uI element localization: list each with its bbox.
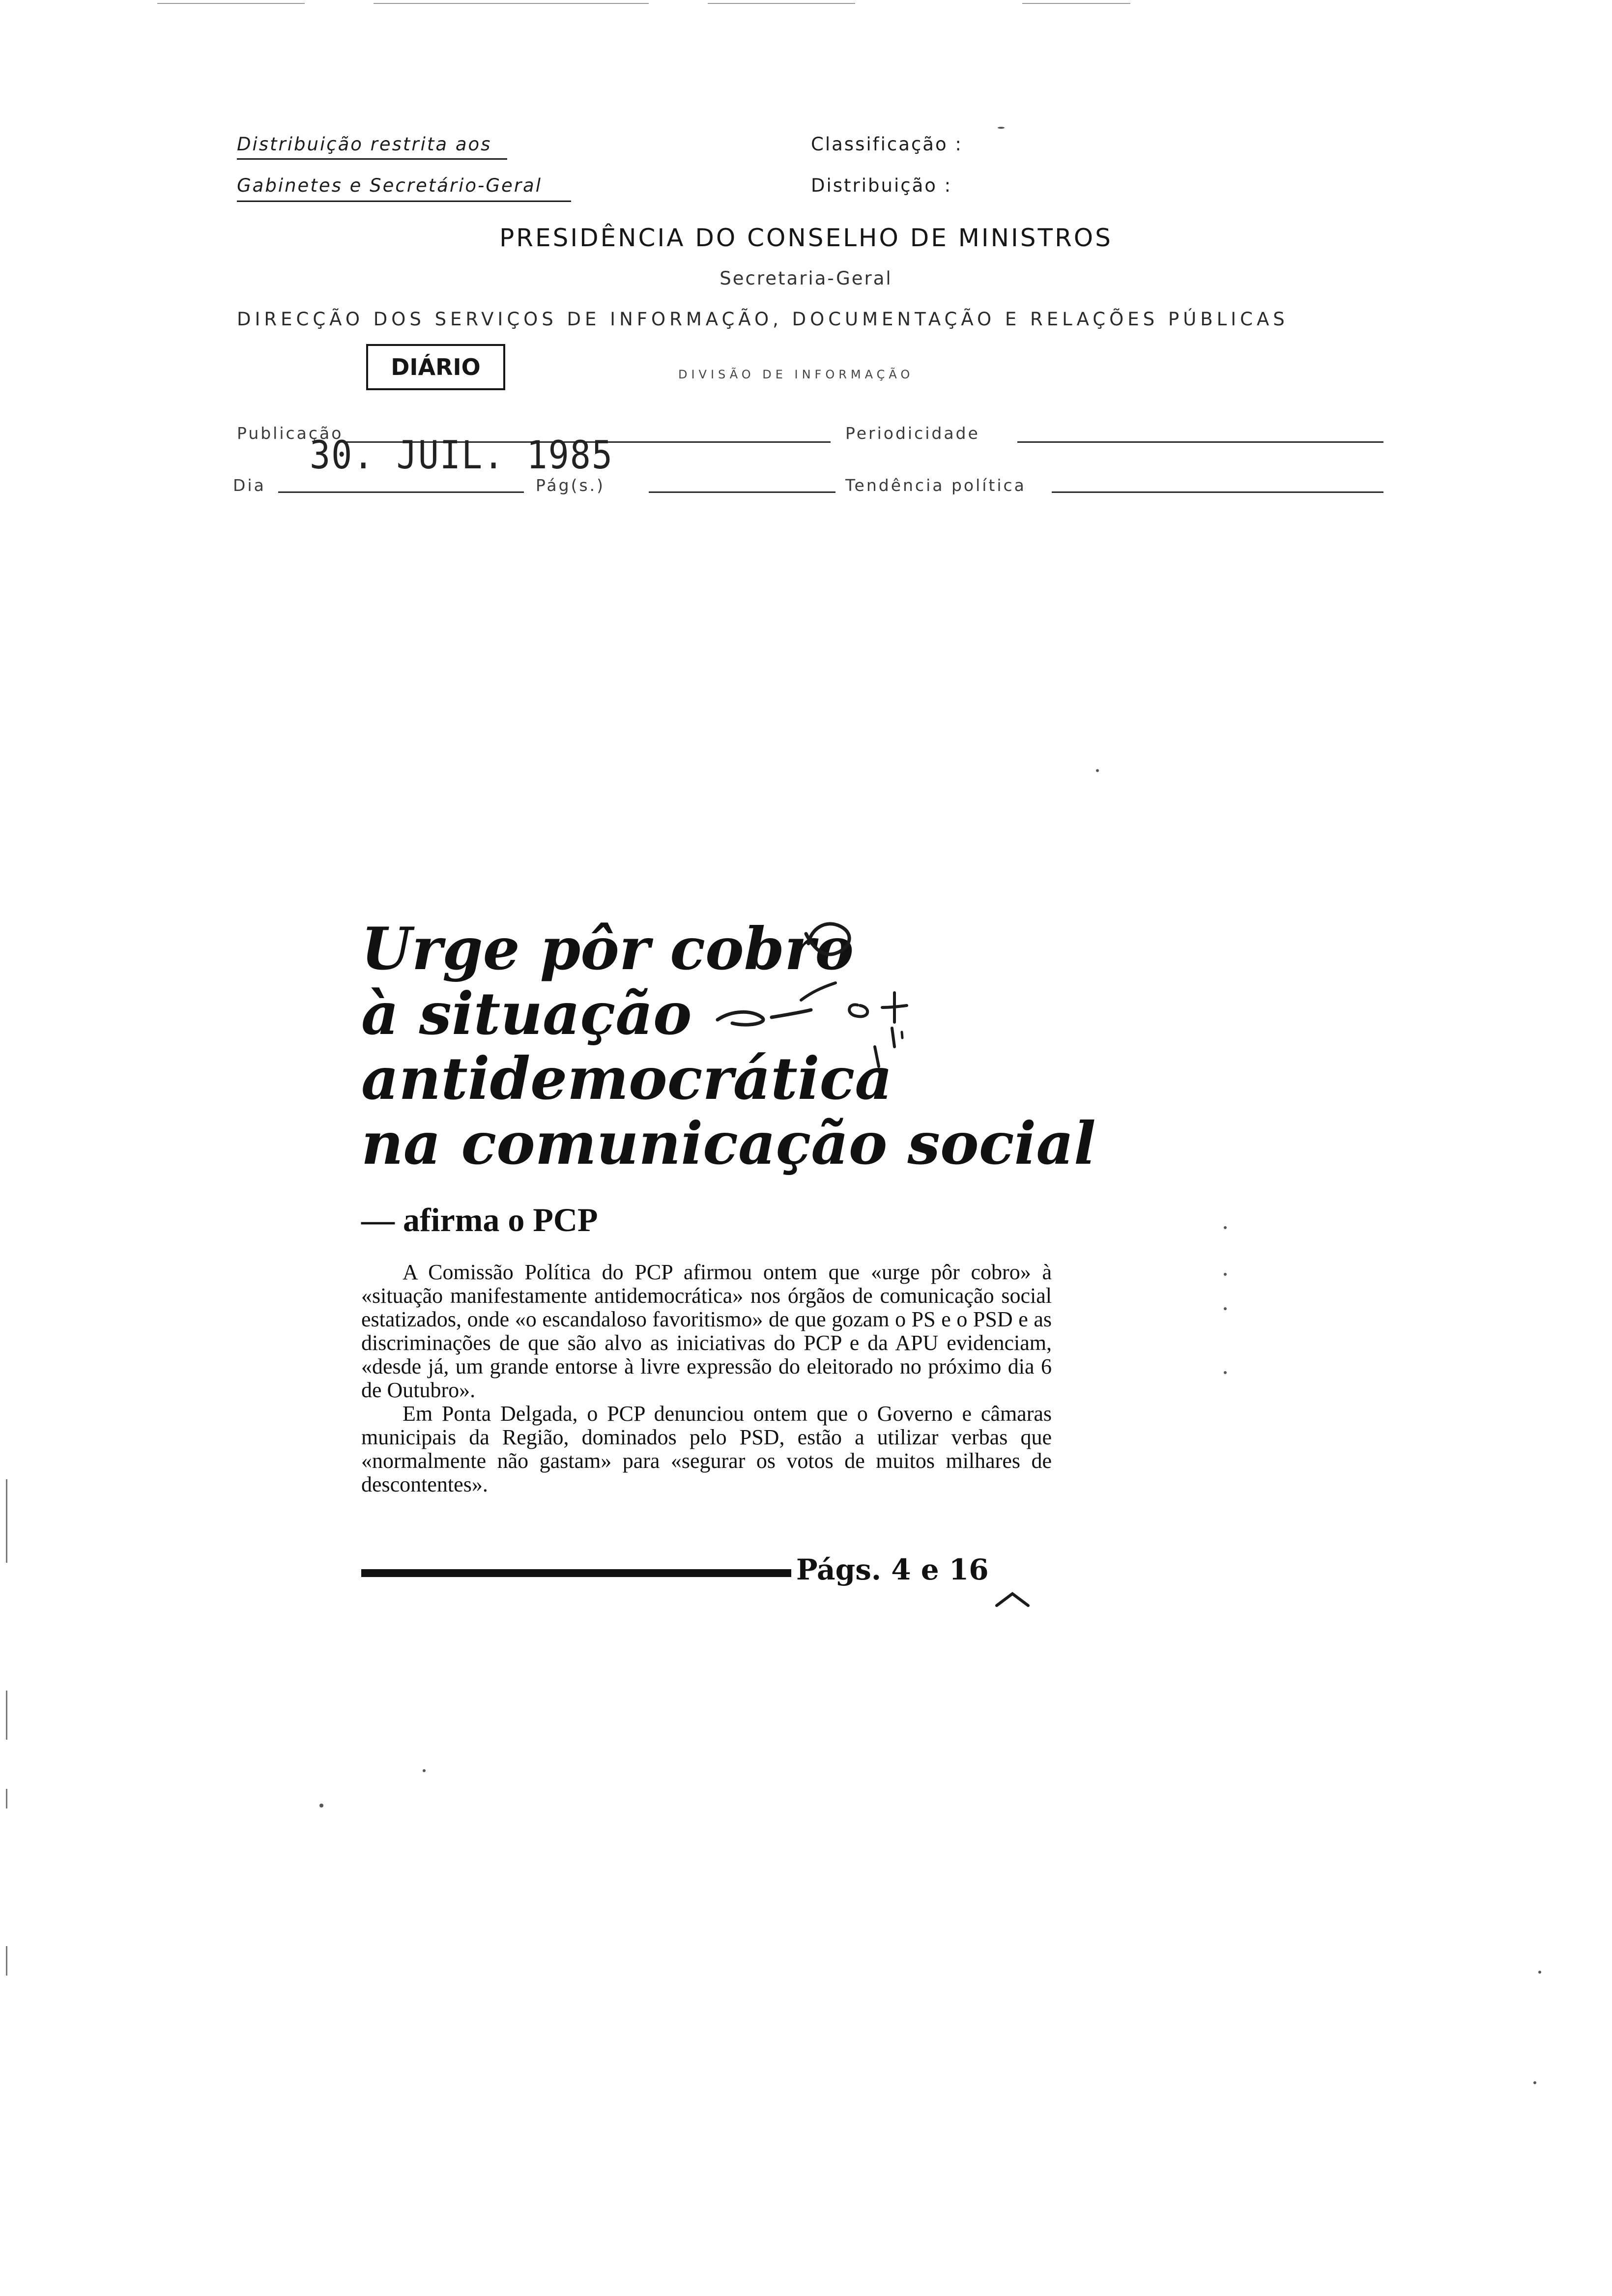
margin-mark: [6, 1691, 7, 1740]
classificacao-label: Classificação :: [811, 134, 963, 155]
scan-speck: [1224, 1307, 1227, 1310]
scan-artifact-line: [374, 3, 649, 4]
pages-reference-rule: [361, 1569, 791, 1577]
scan-speck: [1224, 1273, 1227, 1276]
secretaria-subtitle: Secretaria-Geral: [720, 268, 892, 289]
publicacao-label: Publicação: [237, 424, 344, 443]
tendencia-rule: [1052, 491, 1383, 493]
handwritten-caret: [993, 1590, 1032, 1609]
article-body: [361, 1261, 1052, 1496]
scan-speck: [1533, 2081, 1536, 2084]
margin-mark: [6, 1479, 7, 1563]
distribuicao-label: Distribuição :: [811, 175, 952, 196]
presidencia-title: PRESIDÊNCIA DO CONSELHO DE MINISTROS: [499, 224, 1113, 252]
direccao-line: DIRECÇÃO DOS SERVIÇOS DE INFORMAÇÃO, DOCUMENTAÇÃO E RELAÇÕES PÚBLICAS: [237, 309, 1289, 330]
tendencia-label: Tendência política: [845, 476, 1026, 495]
dia-label: Dia: [233, 476, 266, 495]
article-paragraph-2: Em Ponta Delgada, o PCP denunciou ontem que o Governo e câmaras municipais da Região, dominados pelo PSD, estão a utilizar verbas que «normalmente não gastam» para «segurar os votos de muitos milhares de descontentes».: [361, 1402, 1052, 1496]
margin-mark: [6, 1946, 7, 1976]
dia-rule: [278, 491, 524, 493]
article-byline: — afirma o PCP: [361, 1201, 598, 1238]
pags-rule: [649, 491, 835, 493]
headline-line-3: antidemocrática: [361, 1044, 892, 1113]
restricted-line1-rule: [237, 158, 507, 160]
pages-reference: Págs. 4 e 16: [796, 1553, 989, 1586]
scan-artifact-line: [708, 3, 855, 4]
scan-speck: [319, 1804, 323, 1808]
publication-name-box: DIÁRIO: [366, 344, 505, 390]
periodicidade-label: Periodicidade: [845, 424, 980, 443]
divisao-line: DIVISÃO DE INFORMAÇÃO: [678, 368, 914, 381]
scan-speck: [1224, 1226, 1227, 1229]
margin-mark: [6, 1789, 7, 1808]
restricted-distribution-line2: Gabinetes e Secretário-Geral: [237, 175, 542, 196]
periodicidade-rule: [1017, 441, 1383, 443]
date-stamp: 30. JUIL. 1985: [310, 432, 614, 478]
pags-label: Pág(s.): [536, 476, 605, 495]
scan-speck: [423, 1769, 426, 1772]
article-paragraph-1: A Comissão Política do PCP afirmou ontem que «urge pôr cobro» à «situação manifestamente antidemocrática» nos órgãos de comunicação social estatizados, onde «o escandaloso favoritismo» de que gozam o PS e o PSD e as discriminações de que são alvo as iniciativas do PCP e da APU evidenciam, «desde já, um grande entorse à livre expressão do eleitorado no próximo dia 6 de Outubro».: [361, 1260, 1052, 1402]
scan-speck: [1538, 1971, 1541, 1974]
handwritten-annotation: [688, 914, 963, 1076]
scan-speck: [998, 127, 1005, 129]
restricted-line2-rule: [237, 201, 571, 202]
headline-line-1: Urge pôr cobro: [361, 915, 854, 983]
headline-line-4: na comunicação social: [361, 1109, 1096, 1177]
scan-artifact-line: [1022, 3, 1130, 4]
scan-speck: [1096, 769, 1099, 772]
scan-artifact-line: [157, 3, 305, 4]
scan-speck: [1224, 1371, 1227, 1374]
restricted-distribution-line1: Distribuição restrita aos: [237, 134, 492, 155]
headline-line-2: à situação: [361, 979, 692, 1048]
